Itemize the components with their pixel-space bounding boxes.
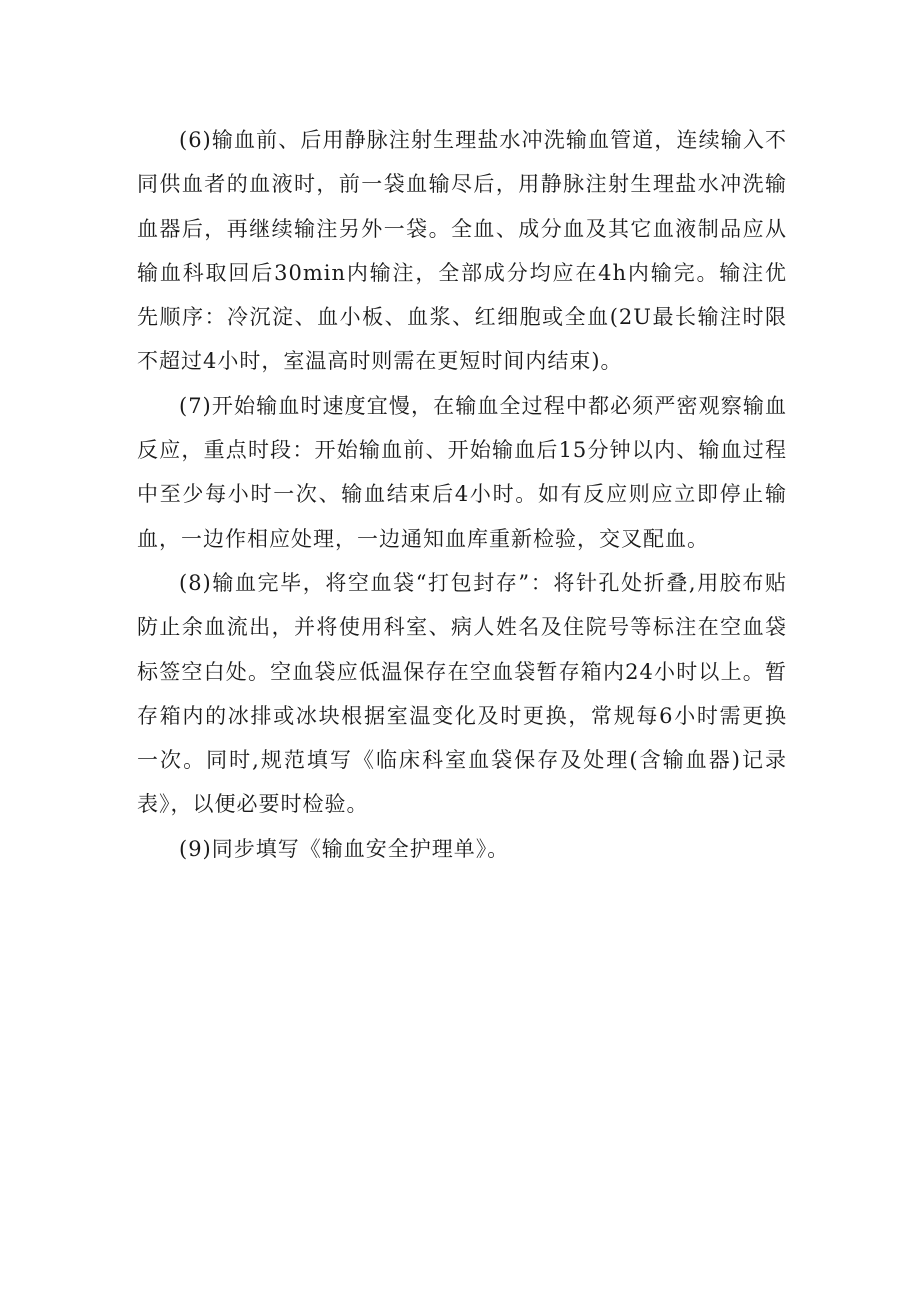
paragraph-9: (9)同步填写《输血安全护理单》。: [179, 836, 510, 861]
paragraph-6: (6)输血前、后用静脉注射生理盐水冲洗输血管道，连续输入不同供血者的血液时，前一袋血输尽后，用静脉注射生理盐水冲洗输血器后，再继续输注另外一袋。全血、成分血及其它血液制品应从输血科取回后30min内输注，全部成分均应在4h内输完。输注优先顺序：冷沉淀、血小板、血浆、红细胞或全血(2U最长输注时限不超过4小时，室温高时则需在更短时间内结束)。: [137, 128, 787, 374]
paragraph-8: (8)输血完毕，将空血袋“打包封存”：将针孔处折叠,用胶布贴防止余血流出，并将使用科室、病人姓名及住院号等标注在空血袋标签空白处。空血袋应低温保存在空血袋暂存箱内24小时以上。暂存箱内的冰排或冰块根据室温变化及时更换，常规每6小时需更换一次。同时,规范填写《临床科室血袋保存及处理(含输血器)记录表》，以便必要时检验。: [137, 570, 787, 817]
document-body: [137, 118, 787, 871]
paragraph-7: (7)开始输血时速度宜慢，在输血全过程中都必须严密观察输血反应，重点时段：开始输血前、开始输血后15分钟以内、输血过程中至少每小时一次、输血结束后4小时。如有反应则应立即停止输血，一边作相应处理，一边通知血库重新检验，交叉配血。: [137, 393, 787, 551]
